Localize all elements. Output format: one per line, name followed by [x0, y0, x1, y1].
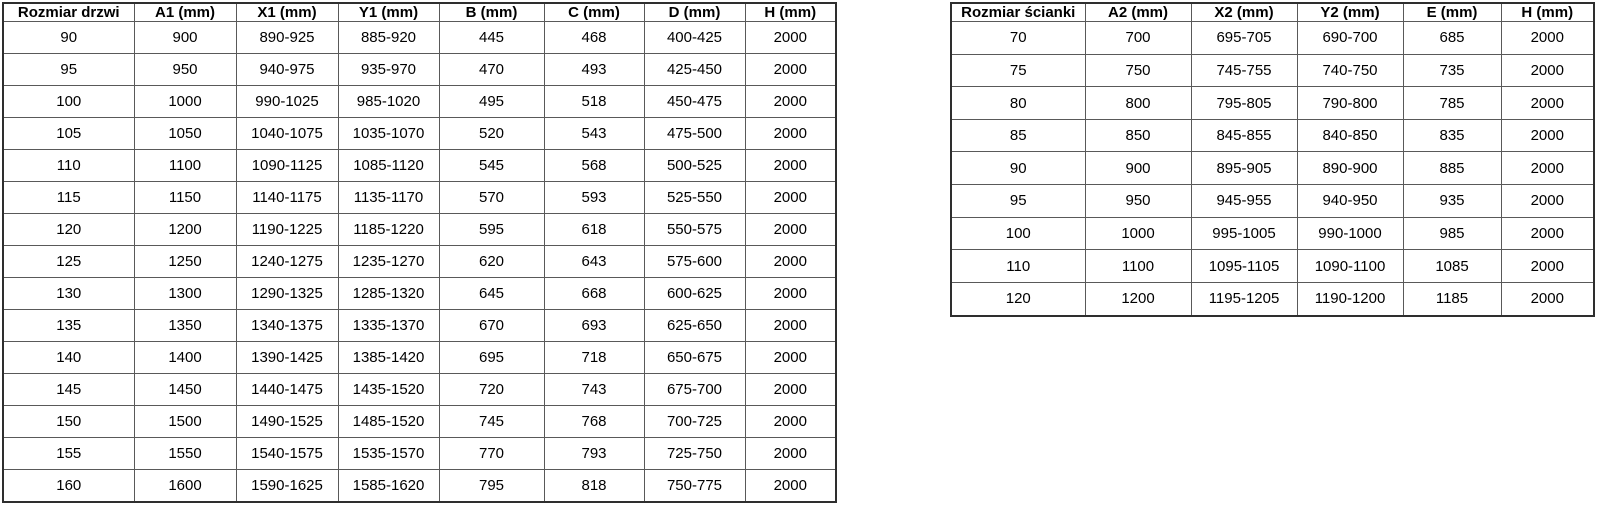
table-cell: 1340-1375	[236, 309, 338, 341]
wall-table-header	[951, 3, 1594, 22]
table-cell: 140	[3, 341, 134, 373]
column-header: Y2 (mm)	[1297, 3, 1403, 22]
table-cell: 990-1000	[1297, 217, 1403, 250]
table-cell: 518	[544, 85, 644, 117]
table-cell: 2000	[745, 469, 836, 502]
table-cell: 770	[439, 437, 544, 469]
table-cell: 795	[439, 469, 544, 502]
table-cell: 1535-1570	[338, 437, 439, 469]
table-cell: 643	[544, 245, 644, 277]
table-cell: 693	[544, 309, 644, 341]
table-cell: 1435-1520	[338, 373, 439, 405]
table-cell: 668	[544, 277, 644, 309]
table-cell: 725-750	[644, 437, 745, 469]
table-cell: 670	[439, 309, 544, 341]
table-cell: 105	[3, 117, 134, 149]
table-cell: 995-1005	[1191, 217, 1297, 250]
table-row	[3, 277, 836, 309]
table-row	[3, 53, 836, 85]
table-cell: 990-1025	[236, 85, 338, 117]
table-row	[3, 117, 836, 149]
table-cell: 1500	[134, 405, 236, 437]
table-cell: 1100	[134, 149, 236, 181]
header-row	[951, 3, 1594, 22]
table-cell: 2000	[1501, 250, 1594, 283]
column-header: X2 (mm)	[1191, 3, 1297, 22]
table-cell: 145	[3, 373, 134, 405]
table-cell: 1090-1100	[1297, 250, 1403, 283]
table-row	[3, 149, 836, 181]
table-cell: 470	[439, 53, 544, 85]
table-cell: 1385-1420	[338, 341, 439, 373]
table-cell: 850	[1085, 119, 1191, 152]
table-cell: 625-650	[644, 309, 745, 341]
table-cell: 135	[3, 309, 134, 341]
table-cell: 1190-1200	[1297, 282, 1403, 316]
table-cell: 1140-1175	[236, 181, 338, 213]
column-header: E (mm)	[1403, 3, 1501, 22]
table-cell: 90	[3, 22, 134, 54]
table-cell: 2000	[745, 245, 836, 277]
table-row	[951, 282, 1594, 316]
table-cell: 1250	[134, 245, 236, 277]
table-row	[3, 245, 836, 277]
table-cell: 120	[3, 213, 134, 245]
table-cell: 1290-1325	[236, 277, 338, 309]
table-cell: 2000	[1501, 282, 1594, 316]
table-cell: 1550	[134, 437, 236, 469]
table-cell: 2000	[1501, 119, 1594, 152]
table-row	[951, 119, 1594, 152]
door-size-table	[2, 2, 837, 503]
door-table-header	[3, 3, 836, 22]
table-cell: 700	[1085, 22, 1191, 55]
table-row	[951, 22, 1594, 55]
table-cell: 675-700	[644, 373, 745, 405]
table-cell: 645	[439, 277, 544, 309]
table-cell: 2000	[745, 53, 836, 85]
table-cell: 155	[3, 437, 134, 469]
column-header: H (mm)	[1501, 3, 1594, 22]
table-cell: 2000	[745, 149, 836, 181]
table-cell: 1235-1270	[338, 245, 439, 277]
table-cell: 840-850	[1297, 119, 1403, 152]
table-cell: 985-1020	[338, 85, 439, 117]
table-cell: 1095-1105	[1191, 250, 1297, 283]
table-cell: 1335-1370	[338, 309, 439, 341]
table-cell: 940-950	[1297, 185, 1403, 218]
table-cell: 835	[1403, 119, 1501, 152]
table-cell: 450-475	[644, 85, 745, 117]
table-cell: 845-855	[1191, 119, 1297, 152]
table-cell: 1000	[134, 85, 236, 117]
table-cell: 2000	[745, 117, 836, 149]
table-cell: 150	[3, 405, 134, 437]
table-row	[3, 213, 836, 245]
wall-table-body	[951, 22, 1594, 317]
table-cell: 1050	[134, 117, 236, 149]
table-cell: 735	[1403, 54, 1501, 87]
table-cell: 1200	[134, 213, 236, 245]
table-cell: 1350	[134, 309, 236, 341]
table-cell: 425-450	[644, 53, 745, 85]
table-cell: 2000	[1501, 87, 1594, 120]
table-cell: 130	[3, 277, 134, 309]
table-cell: 745	[439, 405, 544, 437]
table-cell: 690-700	[1297, 22, 1403, 55]
table-cell: 2000	[745, 373, 836, 405]
table-cell: 1400	[134, 341, 236, 373]
table-cell: 1185	[1403, 282, 1501, 316]
table-cell: 568	[544, 149, 644, 181]
table-cell: 495	[439, 85, 544, 117]
table-cell: 1440-1475	[236, 373, 338, 405]
table-cell: 2000	[1501, 185, 1594, 218]
table-cell: 1185-1220	[338, 213, 439, 245]
table-cell: 740-750	[1297, 54, 1403, 87]
table-cell: 550-575	[644, 213, 745, 245]
column-header: A1 (mm)	[134, 3, 236, 22]
column-header: Rozmiar drzwi	[3, 3, 134, 22]
table-cell: 1390-1425	[236, 341, 338, 373]
table-cell: 600-625	[644, 277, 745, 309]
table-cell: 890-900	[1297, 152, 1403, 185]
table-cell: 1085	[1403, 250, 1501, 283]
table-cell: 2000	[1501, 152, 1594, 185]
table-row	[951, 185, 1594, 218]
table-cell: 570	[439, 181, 544, 213]
table-row	[951, 54, 1594, 87]
table-cell: 985	[1403, 217, 1501, 250]
table-cell: 1090-1125	[236, 149, 338, 181]
table-cell: 1450	[134, 373, 236, 405]
table-cell: 2000	[745, 437, 836, 469]
table-cell: 2000	[1501, 22, 1594, 55]
table-cell: 818	[544, 469, 644, 502]
table-row	[951, 87, 1594, 120]
table-cell: 695	[439, 341, 544, 373]
column-header: B (mm)	[439, 3, 544, 22]
table-cell: 593	[544, 181, 644, 213]
table-cell: 950	[1085, 185, 1191, 218]
table-cell: 1035-1070	[338, 117, 439, 149]
table-cell: 543	[544, 117, 644, 149]
table-cell: 110	[951, 250, 1085, 283]
column-header: Y1 (mm)	[338, 3, 439, 22]
table-cell: 115	[3, 181, 134, 213]
table-cell: 1195-1205	[1191, 282, 1297, 316]
table-row	[3, 309, 836, 341]
table-cell: 595	[439, 213, 544, 245]
table-cell: 750-775	[644, 469, 745, 502]
table-cell: 2000	[745, 181, 836, 213]
table-cell: 618	[544, 213, 644, 245]
column-header: D (mm)	[644, 3, 745, 22]
table-cell: 95	[3, 53, 134, 85]
table-row	[3, 341, 836, 373]
table-cell: 795-805	[1191, 87, 1297, 120]
table-cell: 1585-1620	[338, 469, 439, 502]
table-row	[951, 152, 1594, 185]
column-header: A2 (mm)	[1085, 3, 1191, 22]
table-cell: 1200	[1085, 282, 1191, 316]
table-cell: 2000	[745, 405, 836, 437]
table-row	[3, 373, 836, 405]
table-cell: 2000	[745, 213, 836, 245]
table-cell: 2000	[1501, 217, 1594, 250]
table-cell: 743	[544, 373, 644, 405]
table-cell: 75	[951, 54, 1085, 87]
table-row	[3, 469, 836, 502]
table-cell: 575-600	[644, 245, 745, 277]
table-cell: 80	[951, 87, 1085, 120]
table-cell: 935	[1403, 185, 1501, 218]
table-cell: 85	[951, 119, 1085, 152]
table-cell: 685	[1403, 22, 1501, 55]
header-row	[3, 3, 836, 22]
table-cell: 720	[439, 373, 544, 405]
table-cell: 2000	[745, 85, 836, 117]
table-cell: 2000	[745, 309, 836, 341]
table-cell: 885-920	[338, 22, 439, 54]
table-cell: 790-800	[1297, 87, 1403, 120]
table-cell: 1135-1170	[338, 181, 439, 213]
table-row	[951, 217, 1594, 250]
table-cell: 940-975	[236, 53, 338, 85]
table-cell: 110	[3, 149, 134, 181]
table-cell: 445	[439, 22, 544, 54]
table-cell: 1100	[1085, 250, 1191, 283]
table-cell: 125	[3, 245, 134, 277]
table-cell: 2000	[745, 277, 836, 309]
table-cell: 520	[439, 117, 544, 149]
table-cell: 700-725	[644, 405, 745, 437]
table-cell: 1600	[134, 469, 236, 502]
table-cell: 100	[3, 85, 134, 117]
table-row	[3, 405, 836, 437]
table-cell: 900	[134, 22, 236, 54]
table-cell: 1150	[134, 181, 236, 213]
table-cell: 935-970	[338, 53, 439, 85]
table-row	[3, 181, 836, 213]
table-row	[3, 22, 836, 54]
table-cell: 793	[544, 437, 644, 469]
table-cell: 750	[1085, 54, 1191, 87]
table-cell: 785	[1403, 87, 1501, 120]
column-header: H (mm)	[745, 3, 836, 22]
table-cell: 768	[544, 405, 644, 437]
table-cell: 1085-1120	[338, 149, 439, 181]
table-row	[3, 85, 836, 117]
table-cell: 1540-1575	[236, 437, 338, 469]
table-cell: 1040-1075	[236, 117, 338, 149]
table-cell: 2000	[1501, 54, 1594, 87]
column-header: Rozmiar ścianki	[951, 3, 1085, 22]
table-cell: 70	[951, 22, 1085, 55]
table-cell: 895-905	[1191, 152, 1297, 185]
column-header: X1 (mm)	[236, 3, 338, 22]
table-cell: 475-500	[644, 117, 745, 149]
table-cell: 718	[544, 341, 644, 373]
table-cell: 800	[1085, 87, 1191, 120]
table-cell: 120	[951, 282, 1085, 316]
table-cell: 1590-1625	[236, 469, 338, 502]
table-cell: 1490-1525	[236, 405, 338, 437]
table-row	[3, 437, 836, 469]
table-cell: 1485-1520	[338, 405, 439, 437]
table-cell: 468	[544, 22, 644, 54]
table-cell: 545	[439, 149, 544, 181]
table-cell: 650-675	[644, 341, 745, 373]
table-cell: 1190-1225	[236, 213, 338, 245]
table-cell: 745-755	[1191, 54, 1297, 87]
table-cell: 1240-1275	[236, 245, 338, 277]
table-row	[951, 250, 1594, 283]
table-cell: 160	[3, 469, 134, 502]
table-cell: 90	[951, 152, 1085, 185]
table-cell: 1285-1320	[338, 277, 439, 309]
table-cell: 400-425	[644, 22, 745, 54]
table-cell: 493	[544, 53, 644, 85]
table-cell: 885	[1403, 152, 1501, 185]
table-cell: 620	[439, 245, 544, 277]
table-cell: 1300	[134, 277, 236, 309]
table-cell: 95	[951, 185, 1085, 218]
table-cell: 890-925	[236, 22, 338, 54]
table-cell: 2000	[745, 22, 836, 54]
door-table-body	[3, 22, 836, 503]
table-cell: 2000	[745, 341, 836, 373]
table-cell: 695-705	[1191, 22, 1297, 55]
column-header: C (mm)	[544, 3, 644, 22]
table-cell: 900	[1085, 152, 1191, 185]
table-cell: 100	[951, 217, 1085, 250]
table-cell: 945-955	[1191, 185, 1297, 218]
table-cell: 500-525	[644, 149, 745, 181]
table-cell: 525-550	[644, 181, 745, 213]
table-cell: 1000	[1085, 217, 1191, 250]
wall-size-table	[950, 2, 1595, 317]
table-cell: 950	[134, 53, 236, 85]
